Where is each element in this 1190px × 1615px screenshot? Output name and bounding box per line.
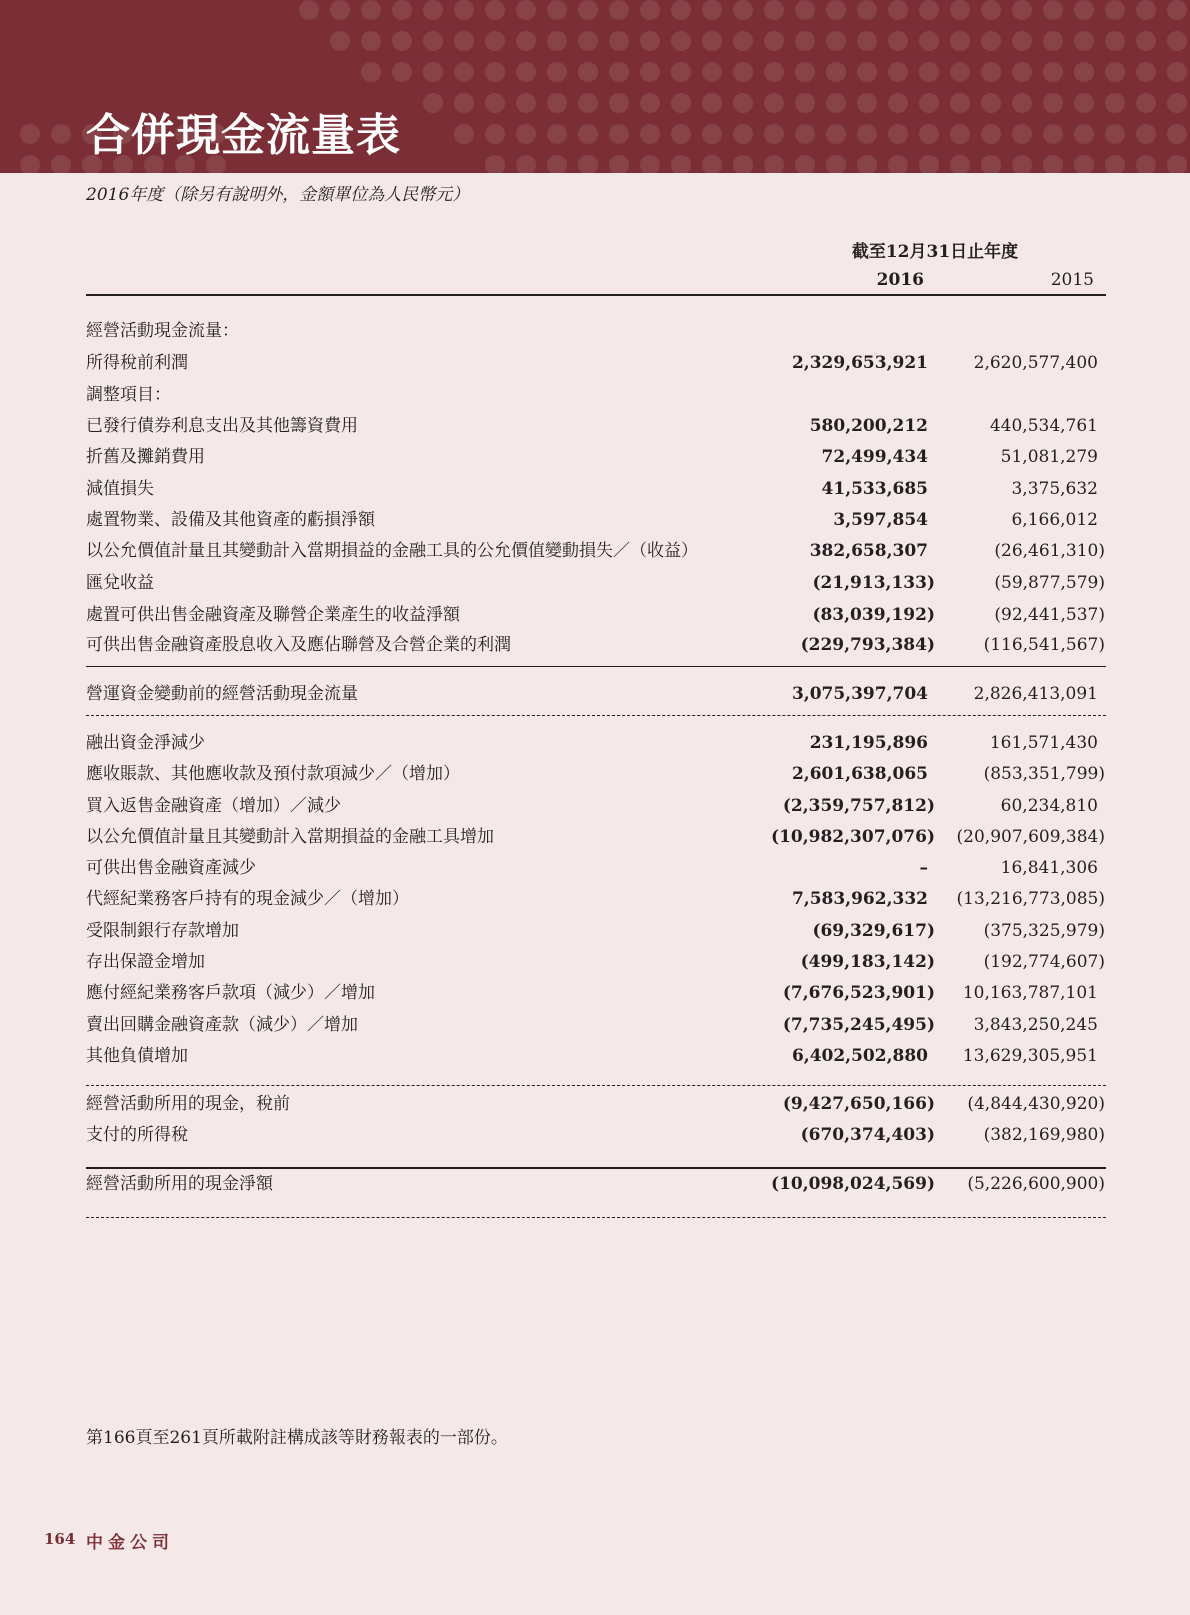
row-label: 處置物業、設備及其他資產的虧損淨額 <box>86 510 375 530</box>
subtitle: 2016年度（除另有說明外，金額單位為人民幣元） <box>86 185 470 205</box>
page-number: 164 <box>44 1530 76 1548</box>
row-label: 已發行債券利息支出及其他籌資費用 <box>86 416 358 436</box>
row-label: 經營活動所用的現金淨額 <box>86 1174 273 1194</box>
row-label: 匯兌收益 <box>86 573 154 593</box>
row-label: 減值損失 <box>86 479 154 499</box>
table-row <box>86 1089 1106 1119</box>
period-header: 截至12月31日止年度 <box>851 242 1019 262</box>
row-label: 應付經紀業務客戶款項（減少）／增加 <box>86 983 375 1003</box>
value-2015: (853,351,799) <box>983 764 1105 784</box>
value-2015: 60,234,810 <box>1000 796 1098 816</box>
value-2015: (5,226,600,900) <box>967 1174 1105 1194</box>
row-label: 以公允價值計量且其變動計入當期損益的金融工具的公允價值變動損失／（收益） <box>86 541 698 561</box>
table-row <box>86 380 1106 410</box>
value-2015: 161,571,430 <box>989 733 1098 753</box>
table-row <box>86 947 1106 977</box>
value-2015: (375,325,979) <box>983 921 1105 941</box>
row-label: 其他負債增加 <box>86 1046 188 1066</box>
table-row <box>86 1120 1106 1150</box>
value-2015: (26,461,310) <box>994 541 1105 561</box>
table-row <box>86 316 1106 346</box>
value-2016: (10,982,307,076) <box>771 827 935 847</box>
value-2016: (7,735,245,495) <box>782 1015 935 1035</box>
table-row <box>86 348 1106 378</box>
value-2016: 7,583,962,332 <box>791 889 928 909</box>
value-2016: 2,329,653,921 <box>791 353 928 373</box>
value-2015: (4,844,430,920) <box>967 1094 1105 1114</box>
value-2015: 10,163,787,101 <box>962 983 1098 1003</box>
total-dashed-rule <box>86 1217 1106 1218</box>
table-row <box>86 630 1106 660</box>
footnote: 第166頁至261頁所載附註構成該等財務報表的一部份。 <box>86 1428 508 1448</box>
value-2016: (7,676,523,901) <box>782 983 935 1003</box>
value-2015: (20,907,609,384) <box>956 827 1105 847</box>
value-2016: 580,200,212 <box>809 416 928 436</box>
row-label: 以公允價值計量且其變動計入當期損益的金融工具增加 <box>86 827 494 847</box>
value-2016: (499,183,142) <box>800 952 935 972</box>
value-2016: 2,601,638,065 <box>791 764 928 784</box>
value-2016: 3,075,397,704 <box>791 684 928 704</box>
value-2015: 3,375,632 <box>1011 479 1098 499</box>
row-label: 所得稅前利潤 <box>86 353 188 373</box>
value-2016: (10,098,024,569) <box>771 1174 935 1194</box>
table-row <box>86 978 1106 1008</box>
row-label: 代經紀業務客戶持有的現金減少／（增加） <box>86 889 409 909</box>
row-label: 買入返售金融資產（增加）／減少 <box>86 796 341 816</box>
table-row <box>86 1010 1106 1040</box>
value-2015: (59,877,579) <box>994 573 1105 593</box>
value-2016: (2,359,757,812) <box>782 796 935 816</box>
value-2016: 3,597,854 <box>833 510 928 530</box>
table-row <box>86 411 1106 441</box>
row-label: 調整項目： <box>86 385 171 405</box>
value-2016: (21,913,133) <box>812 573 935 593</box>
row-label: 融出資金淨減少 <box>86 733 205 753</box>
table-row <box>86 853 1106 883</box>
row-label: 受限制銀行存款增加 <box>86 921 239 941</box>
value-2015: 51,081,279 <box>1000 447 1098 467</box>
company-name: 中金公司 <box>86 1533 174 1553</box>
table-row <box>86 679 1106 709</box>
value-2015: (13,216,773,085) <box>956 889 1105 909</box>
value-2016: (670,374,403) <box>800 1125 935 1145</box>
value-2015: (116,541,567) <box>983 635 1105 655</box>
value-2016: (69,329,617) <box>812 921 935 941</box>
row-label: 營運資金變動前的經營活動現金流量 <box>86 684 358 704</box>
row-label: 可供出售金融資產減少 <box>86 858 256 878</box>
row-label: 折舊及攤銷費用 <box>86 447 205 467</box>
value-2016: 41,533,685 <box>821 479 928 499</box>
row-label: 經營活動現金流量： <box>86 321 239 341</box>
table-row <box>86 822 1106 852</box>
value-2016: 72,499,434 <box>821 447 928 467</box>
value-2016: 231,195,896 <box>809 733 928 753</box>
page-title: 合併現金流量表 <box>86 110 401 161</box>
row-label: 支付的所得稅 <box>86 1125 188 1145</box>
table-row <box>86 916 1106 946</box>
table-row <box>86 474 1106 504</box>
value-2015: (192,774,607) <box>983 952 1105 972</box>
value-2016: – <box>919 858 928 878</box>
value-2015: 16,841,306 <box>1000 858 1098 878</box>
column-header-2015: 2015 <box>1050 270 1094 290</box>
value-2016: (9,427,650,166) <box>782 1094 935 1114</box>
value-2015: (382,169,980) <box>983 1125 1105 1145</box>
value-2015: (92,441,537) <box>994 605 1105 625</box>
table-row <box>86 728 1106 758</box>
table-row <box>86 505 1106 535</box>
value-2015: 6,166,012 <box>1011 510 1098 530</box>
table-row <box>86 884 1106 914</box>
subtotal-dashed-rule <box>86 715 1106 716</box>
row-label: 可供出售金融資產股息收入及應佔聯營及合營企業的利潤 <box>86 635 511 655</box>
column-header-2016: 2016 <box>876 270 924 290</box>
table-row <box>86 1041 1106 1071</box>
table-row <box>86 1169 1106 1199</box>
value-2015: 2,620,577,400 <box>973 353 1098 373</box>
row-label: 應收賬款、其他應收款及預付款項減少／（增加） <box>86 764 460 784</box>
table-row <box>86 568 1106 598</box>
value-2015: 2,826,413,091 <box>973 684 1098 704</box>
table-row <box>86 442 1106 472</box>
value-2015: 13,629,305,951 <box>962 1046 1098 1066</box>
row-label: 存出保證金增加 <box>86 952 205 972</box>
row-label: 處置可供出售金融資產及聯營企業產生的收益淨額 <box>86 605 460 625</box>
tax-rule <box>86 1167 1106 1169</box>
value-2015: 3,843,250,245 <box>973 1015 1098 1035</box>
table-row <box>86 759 1106 789</box>
working-capital-dashed-rule <box>86 1085 1106 1086</box>
value-2016: 6,402,502,880 <box>791 1046 928 1066</box>
value-2015: 440,534,761 <box>989 416 1098 436</box>
value-2016: (83,039,192) <box>812 605 935 625</box>
row-label: 經營活動所用的現金，稅前 <box>86 1094 290 1114</box>
row-label: 賣出回購金融資產款（減少）／增加 <box>86 1015 358 1035</box>
subtotal-rule <box>86 666 1106 667</box>
value-2016: (229,793,384) <box>800 635 935 655</box>
table-row <box>86 600 1106 630</box>
table-row <box>86 791 1106 821</box>
table-row <box>86 536 1106 566</box>
value-2016: 382,658,307 <box>809 541 928 561</box>
